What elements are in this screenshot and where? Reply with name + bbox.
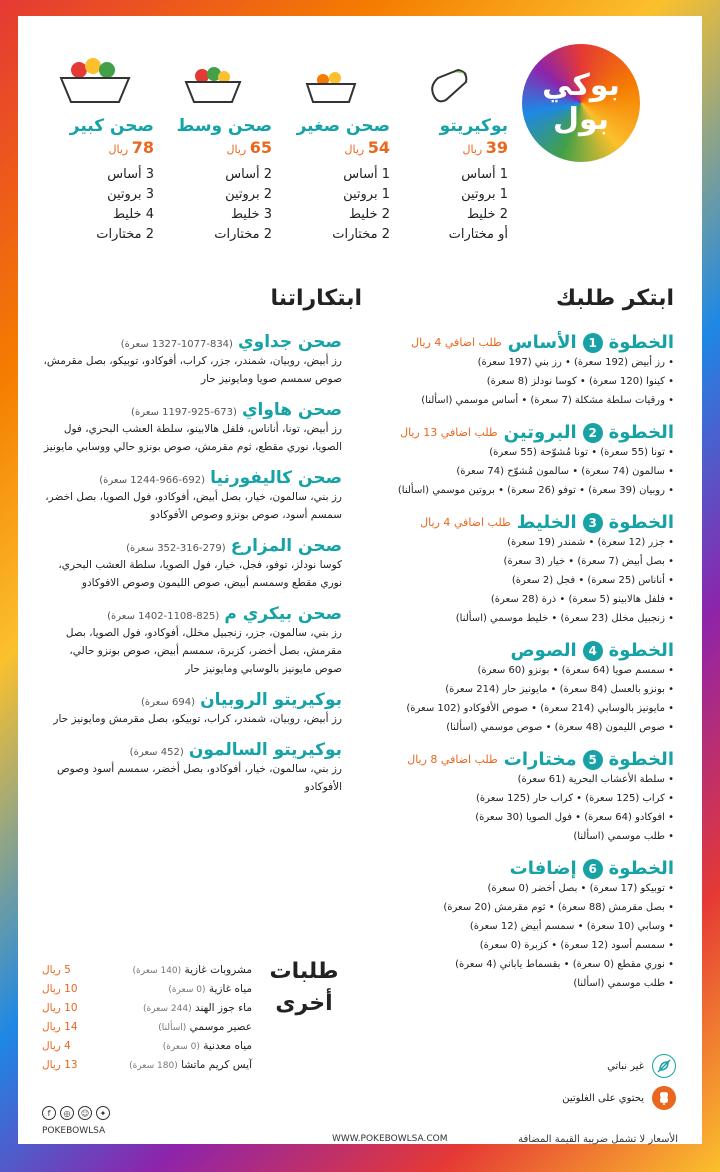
size-name: صحن صغير: [296, 116, 390, 136]
build-steps: [366, 332, 674, 1005]
creation-item: صحن بيكري م (825-1108-1402 سعرة) رز بني، سالمون، جزر، زنجبيل مخلل، أفوكادو، فول الصويا، بصل مقرمش، بصل أخضر، كزبرة، سمسم أبيض، صوص بونزو حالي، صوص مايونيز بالوسابي ومايونيز حار: [65, 604, 342, 675]
vat-note: الأسعار لا تشمل ضريبة القيمة المضافة: [518, 1134, 678, 1145]
creations-list: [42, 332, 342, 808]
size-large: [36, 46, 154, 245]
step-base: الخطوة 1 الأساس طلب اضافي 4 ريال • رز أبيض (192 سعرة) • رز بني (197 سعرة) • كينوا (120 سعرة) • كوسا نودلز (8 سعرة) • ورقيات سلطة مشكلة (7 سعرة) • أساس موسمي (اسألنا): [411, 332, 674, 406]
bowl-large-icon: [36, 46, 154, 106]
size-lines: 1 أساس 1 بروتين 2 خليط 2 مختارات: [332, 167, 390, 242]
other-item: مشروبات غازية (140 سعرة) 5 ريال: [42, 964, 252, 976]
burrito-icon: [390, 46, 508, 106]
size-pokerito: [390, 46, 508, 245]
size-medium: [154, 46, 272, 245]
others-title: طلبات أخرى: [269, 959, 339, 1016]
creation-item: بوكيريتو السالمون (452 سعرة) رز بني، سالمون، خيار، أفوكادو، بصل أخضر، سمسم أسود وصوص الأفوكادو: [56, 740, 342, 793]
website-link[interactable]: WWW.POKEBOWLSA.COM: [332, 1134, 448, 1144]
size-price: 54 ريال: [344, 138, 390, 157]
bowl-medium-icon: [154, 46, 272, 106]
legend-vegan: غير نباتي: [518, 1054, 676, 1078]
others-list: [42, 961, 252, 1075]
creation-item: صحن جداوي (834-1077-1327 سعرة) رز أبيض، روبيان، شمندر، جزر، كراب، أفوكادو، توبيكو، بصل مقرمش، صوص سمسم صويا ومايونيز حار: [43, 332, 342, 385]
size-name: بوكيريتو: [439, 116, 508, 136]
social-handle: POKEBOWLSA: [42, 1126, 106, 1136]
step-selections: الخطوة 5 مختارات طلب اضافي 8 ريال • سلطة الأعشاب البحرية (61 سعرة) • كراب (125 سعرة) • كراب حار (125 سعرة) • افوكادو (64 سعرة) • فول الصويا (30 سعرة) • طلب موسمي (اسألنا): [407, 749, 674, 842]
size-price: 78 ريال: [108, 138, 154, 157]
logo-line1: بوكي: [542, 68, 620, 103]
not-vegan-icon: [652, 1054, 676, 1078]
size-small: [272, 46, 390, 245]
size-lines: 3 أساس 3 بروتين 4 خليط 2 مختارات: [96, 167, 154, 242]
other-item: ماء جوز الهند (244 سعرة) 10 ريال: [42, 1002, 252, 1014]
creation-item: صحن المزارع (279-316-352 سعرة) كوسا نودلز، توفو، فجل، خيار، فول الصويا، سلطة العشب البحري، نوري مقطع وسمسم أبيض، صوص الليمون وصوص الافوكادو: [58, 536, 342, 589]
size-options: [38, 46, 508, 276]
size-name: صحن كبير: [69, 116, 154, 136]
build-title: ابتكر طلبك: [555, 286, 674, 311]
creations-title: ابتكاراتنا: [270, 286, 362, 311]
creation-item: صحن هاواي (673-925-1197 سعرة) رز أبيض، تونا، أناناس، فلفل هالابينو، سلطة العشب البحري، فول الصويا، نوري مقطع، ثوم مقرمش، صوص بونزو حالي ووسابي مايونيز: [43, 400, 342, 453]
step-sauce: الخطوة 4 الصوص • سمسم صويا (64 سعرة) • بونزو (60 سعرة) • بونزو بالعسل (84 سعرة) • مايونيز حار (214 سعرة) • مايونيز بالوسابي (214 سعرة) • صوص الأفوكادو (102 سعرة) • صوص الليمون (48 سعرة) • صوص موسمي (اسألنا): [406, 640, 674, 733]
snapchat-icon[interactable]: ☺: [78, 1106, 92, 1120]
menu-sheet: [18, 16, 702, 1144]
brand-logo: [522, 44, 640, 162]
size-price: 39 ريال: [462, 138, 508, 157]
size-lines: 1 أساس 1 بروتين 2 خليط أو مختارات: [448, 167, 508, 242]
other-item: عصير موسمي (اسألنا) 14 ريال: [42, 1021, 252, 1033]
creation-item: صحن كاليفورنيا (692-966-1244 سعرة) رز بني، سالمون، خيار، بصل أبيض، أفوكادو، فول الصويا، بصل اخضر، سمسم أسود، صوص بونزو وصوص الأفوكادو: [45, 468, 342, 521]
bowl-small-icon: [272, 46, 390, 106]
social-links: [42, 1106, 678, 1120]
size-price: 65 ريال: [226, 138, 272, 157]
other-item: مياه غازية (0 سعرة) 10 ريال: [42, 983, 252, 995]
step-mix: الخطوة 3 الخليط طلب اضافي 4 ريال • جزر (12 سعرة) • شمندر (19 سعرة) • بصل أبيض (7 سعرة) • خيار (3 سعرة) • أناناس (25 سعرة) • فجل (2 سعرة) • فلفل هالابينو (5 سعرة) • ذرة (28 سعرة) • زنجبيل مخلل (23 سعرة) • خليط موسمي (اسألنا): [420, 512, 674, 624]
size-name: صحن وسط: [176, 116, 272, 136]
instagram-icon[interactable]: ◎: [60, 1106, 74, 1120]
other-item: مياه معدنية (0 سعرة) 4 ريال: [42, 1040, 252, 1052]
footer: [42, 1106, 678, 1145]
legend-gluten: يحتوي على الغلوتين: [518, 1086, 676, 1110]
step-protein: الخطوة 2 البروتين طلب اضافي 13 ريال • تونا (55 سعرة) • تونا مُشوّحة (55 سعرة) • سالمون (74 سعرة) • سالمون مُشوّح (74 سعرة) • روبيان (39 سعرة) • توفو (26 سعرة) • بروتين موسمي (اسألنا): [397, 422, 674, 496]
creation-item: بوكيريتو الروبيان (694 سعرة) رز أبيض، روبيان، شمندر، كراب، توبيكو، بصل مقرمش ومايونيز حار: [53, 690, 342, 725]
logo-line2: بول: [552, 102, 610, 137]
step-toppings: الخطوة 6 إضافات • توبيكو (17 سعرة) • بصل أخضر (0 سعرة) • بصل مقرمش (88 سعرة) • ثوم مقرمش (20 سعرة) • وسابي (10 سعرة) • سمسم أبيض (12 سعرة) • سمسم أسود (12 سعرة) • كزبرة (0 سعرة) • نوري مقطع (0 سعرة) • بقسماط ياباني (4 سعرة) • طلب موسمي (اسألنا): [443, 858, 674, 989]
other-item: آيس كريم ماتشا (180 سعرة) 13 ريال: [42, 1059, 252, 1071]
twitter-icon[interactable]: ✦: [96, 1106, 110, 1120]
facebook-icon[interactable]: f: [42, 1106, 56, 1120]
size-lines: 2 أساس 2 بروتين 3 خليط 2 مختارات: [214, 167, 272, 242]
